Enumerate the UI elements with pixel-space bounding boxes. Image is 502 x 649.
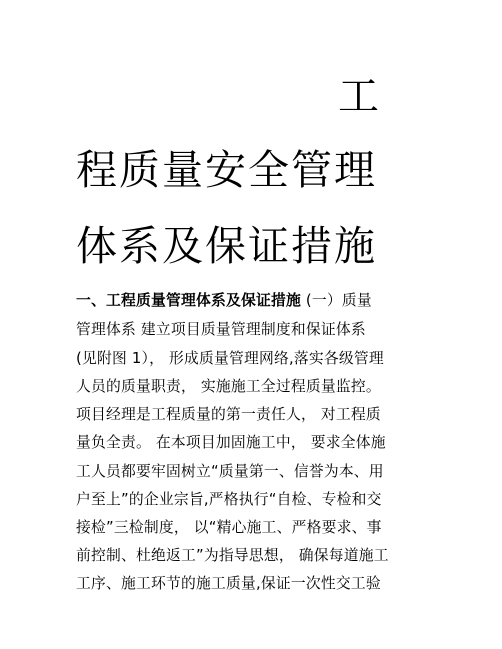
body-line-7: 工人员都要牢固树立“质量第一、信誉为本、用 [76,463,384,480]
title-line-3: 体系及保证措施 [76,222,377,270]
subsection-label: (一）质量 [300,292,372,309]
body-line-2: 管理体系 建立项目质量管理制度和保证体系 [76,321,366,338]
body-line-10: 前控制、杜绝返工”为指导思想， 确保每道施工 [76,547,389,564]
body-line-5: 项目经理是工程质量的第一责任人， 对工程质 [76,406,381,423]
body-line-6: 量负全责。 在本项目加固施工中， 要求全体施 [76,434,386,451]
body-line-3: (见附图 1）， 形成质量管理网络,落实各级管理 [76,350,384,367]
body-line-8: 户至上”的企业宗旨,严格执行“自检、专检和交 [76,491,382,508]
body-line-1 [76,291,372,311]
body-line-9: 接检”三检制度， 以“精心施工、严格要求、事 [76,519,382,536]
section-heading: 一、工程质量管理体系及保证措施 [76,292,301,309]
title-line-2: 程质量安全管理 [76,146,377,194]
body-line-4: 人员的质量职责， 实施施工全过程质量监控。 [76,378,381,395]
title-line-1: 工 [338,72,381,120]
body-line-11: 工序、施工环节的施工质量,保证一次性交工验 [76,575,381,592]
